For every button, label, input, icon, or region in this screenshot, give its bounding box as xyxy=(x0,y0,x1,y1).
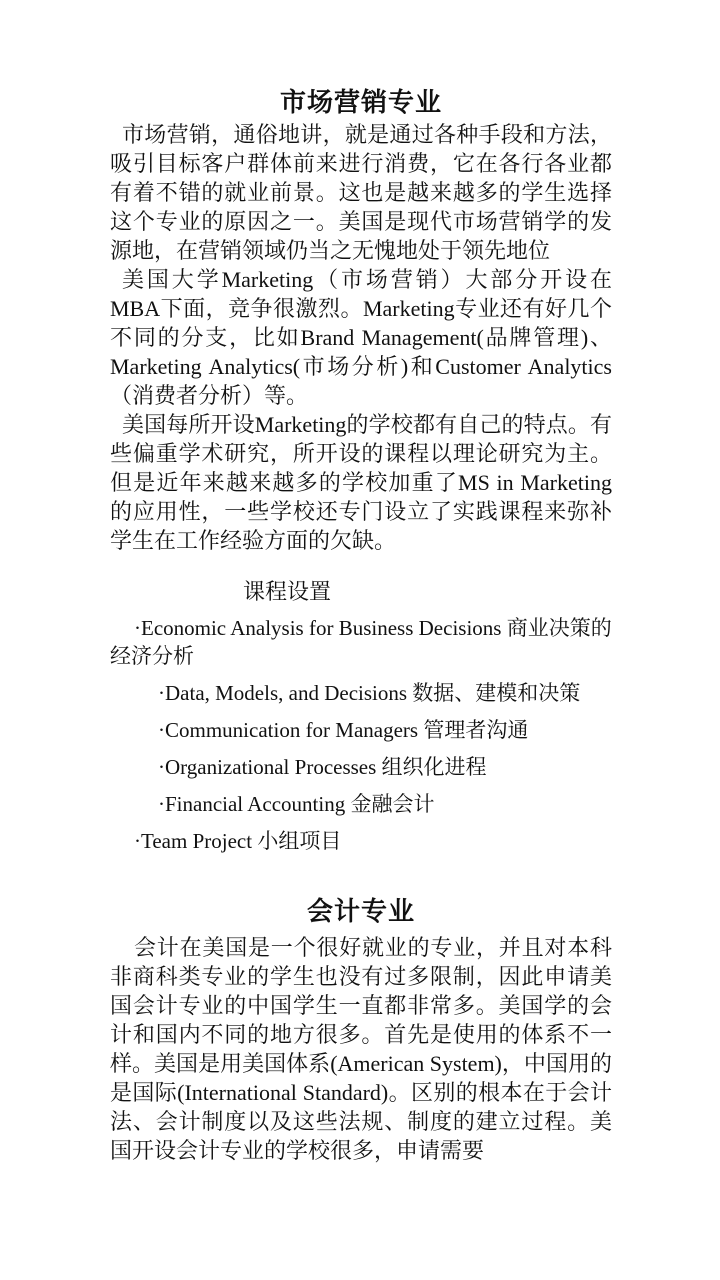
courses-heading: 课程设置 xyxy=(243,579,332,604)
course-item: ·Financial Accounting 金融会计 xyxy=(158,792,435,816)
marketing-section-title: 市场营销专业 xyxy=(279,88,442,118)
marketing-paragraph-1: 市场营销，通俗地讲，就是通过各种手段和方法，吸引目标客户群体前来进行消费，它在各行各业都有着不错的就业前景。这也是越来越多的学生选择这个专业的原因之一。美国是现代市场营销学的发源地，在营销领域仍当之无愧地处于领先地位 xyxy=(110,122,612,263)
marketing-paragraph-2: 美国大学Marketing（市场营销）大部分开设在MBA下面，竞争很激烈。Marketing专业还有好几个不同的分支，比如Brand Management(品牌管理)、Marketing Analytics(市场分析)和Customer Analytics（消费者分析）等。 xyxy=(110,267,612,408)
course-item: ·Organizational Processes 组织化进程 xyxy=(158,755,487,779)
course-item: ·Team Project 小组项目 xyxy=(134,829,342,853)
course-item: ·Communication for Managers 管理者沟通 xyxy=(158,718,529,742)
accounting-section-title: 会计专业 xyxy=(306,897,415,927)
accounting-paragraph: 会计在美国是一个很好就业的专业，并且对本科非商科类专业的学生也没有过多限制，因此申请美国会计专业的中国学生一直都非常多。美国学的会计和国内不同的地方很多。首先是使用的体系不一样。美国是用美国体系(American System)，中国用的是国际(International Standard)。区别的根本在于会计法、会计制度以及这些法规、制度的建立过程。美国开设会计专业的学校很多，申请需要 xyxy=(110,935,612,1163)
spacer xyxy=(110,855,612,895)
spacer xyxy=(110,555,612,577)
article xyxy=(110,86,612,1165)
course-item: ·Data, Models, and Decisions 数据、建模和决策 xyxy=(158,681,581,705)
course-item: ·Economic Analysis for Business Decisions 商业决策的经济分析 xyxy=(110,616,612,668)
marketing-paragraph-3: 美国每所开设Marketing的学校都有自己的特点。有些偏重学术研究，所开设的课程以理论研究为主。但是近年来越来越多的学校加重了MS in Marketing的应用性，一些学校还专门设立了实践课程来弥补学生在工作经验方面的欠缺。 xyxy=(110,412,612,553)
